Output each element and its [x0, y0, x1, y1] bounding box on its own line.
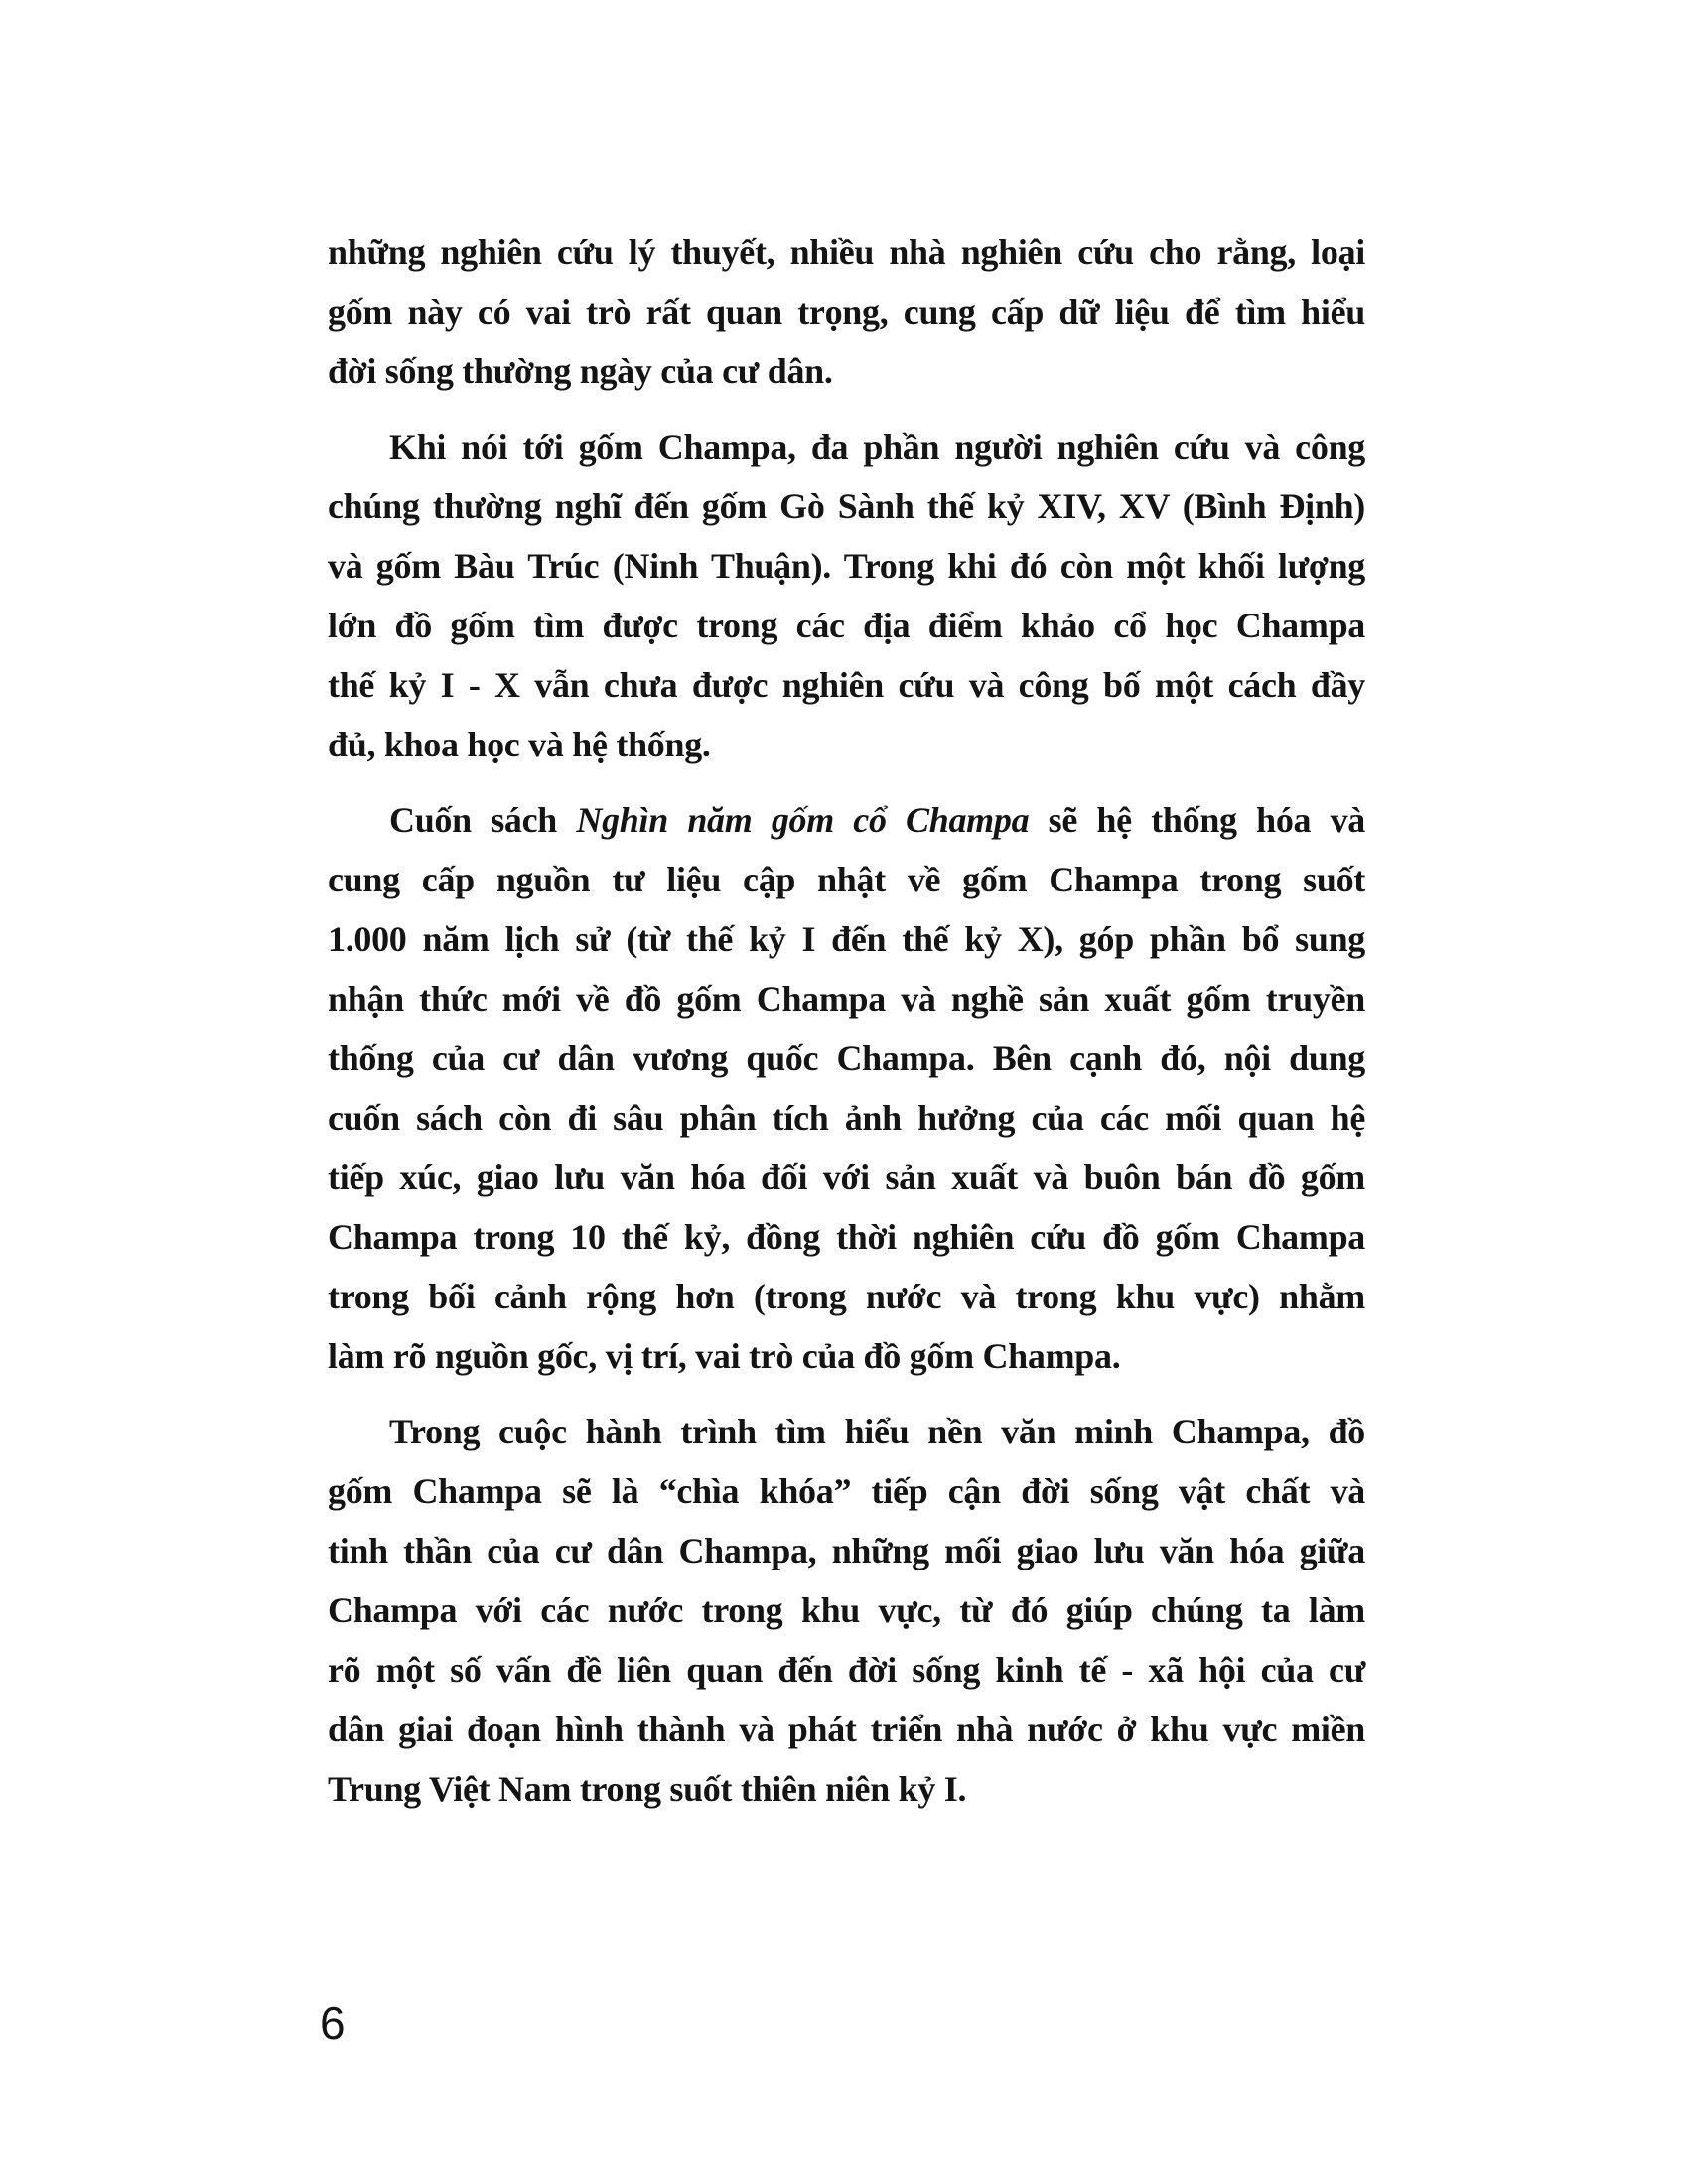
text-line: Khi nói tới gốm Champa, đa phần người nghiên cứu và công	[389, 427, 1365, 467]
text-line: làm rõ nguồn gốc, vị trí, vai trò của đồ gốm Champa.	[328, 1336, 1121, 1376]
text-line: gốm Champa sẽ là “chìa khóa” tiếp cận đời sống vật chất và	[328, 1471, 1365, 1511]
paragraph	[328, 790, 1365, 1386]
text-line: đời sống thường ngày của cư dân.	[328, 351, 833, 391]
text-segment: sẽ hệ thống hóa và	[1029, 800, 1366, 840]
text-line: cuốn sách còn đi sâu phân tích ảnh hưởng của các mối quan hệ	[328, 1098, 1365, 1138]
paragraph	[328, 222, 1365, 401]
text-line: dân giai đoạn hình thành và phát triển nhà nước ở khu vực miền	[328, 1709, 1365, 1749]
text-line: thống của cư dân vương quốc Champa. Bên cạnh đó, nội dung	[328, 1038, 1365, 1078]
text-line: đủ, khoa học và hệ thống.	[328, 725, 711, 764]
text-line: 1.000 năm lịch sử (từ thế kỷ I đến thế kỷ X), góp phần bổ sung	[328, 919, 1365, 959]
text-segment: Cuốn sách	[389, 800, 577, 840]
text-line: nhận thức mới về đồ gốm Champa và nghề sản xuất gốm truyền	[328, 979, 1365, 1019]
text-block	[328, 222, 1365, 1819]
page-number: 6	[320, 1997, 346, 2049]
text-line: những nghiên cứu lý thuyết, nhiều nhà nghiên cứu cho rằng, loại	[328, 232, 1365, 272]
paragraph	[328, 1402, 1365, 1819]
text-line: tinh thần của cư dân Champa, những mối giao lưu văn hóa giữa	[328, 1531, 1365, 1570]
text-line: Champa trong 10 thế kỷ, đồng thời nghiên cứu đồ gốm Champa	[328, 1217, 1365, 1257]
text-line: lớn đồ gốm tìm được trong các địa điểm khảo cổ học Champa	[328, 606, 1365, 645]
text-line: Trong cuộc hành trình tìm hiểu nền văn minh Champa, đồ	[389, 1412, 1365, 1451]
text-line: gốm này có vai trò rất quan trọng, cung cấp dữ liệu để tìm hiểu	[328, 292, 1365, 332]
text-line: trong bối cảnh rộng hơn (trong nước và trong khu vực) nhằm	[328, 1277, 1365, 1316]
text-line: tiếp xúc, giao lưu văn hóa đối với sản xuất và buôn bán đồ gốm	[328, 1158, 1365, 1197]
text-line: chúng thường nghĩ đến gốm Gò Sành thế kỷ XIV, XV (Bình Định)	[328, 486, 1365, 526]
text-line: Trung Việt Nam trong suốt thiên niên kỷ I.	[328, 1769, 967, 1809]
text-line: và gốm Bàu Trúc (Ninh Thuận). Trong khi đó còn một khối lượng	[328, 546, 1365, 586]
text-line: rõ một số vấn đề liên quan đến đời sống kinh tế - xã hội của cư	[328, 1650, 1365, 1690]
text-line: cung cấp nguồn tư liệu cập nhật về gốm Champa trong suốt	[328, 860, 1365, 899]
text-line: thế kỷ I - X vẫn chưa được nghiên cứu và công bố một cách đầy	[328, 665, 1365, 705]
text-line: Champa với các nước trong khu vực, từ đó giúp chúng ta làm	[328, 1590, 1365, 1630]
book-title: Nghìn năm gốm cổ Champa	[576, 800, 1030, 840]
paragraph	[328, 417, 1365, 774]
text-line	[328, 790, 1365, 850]
